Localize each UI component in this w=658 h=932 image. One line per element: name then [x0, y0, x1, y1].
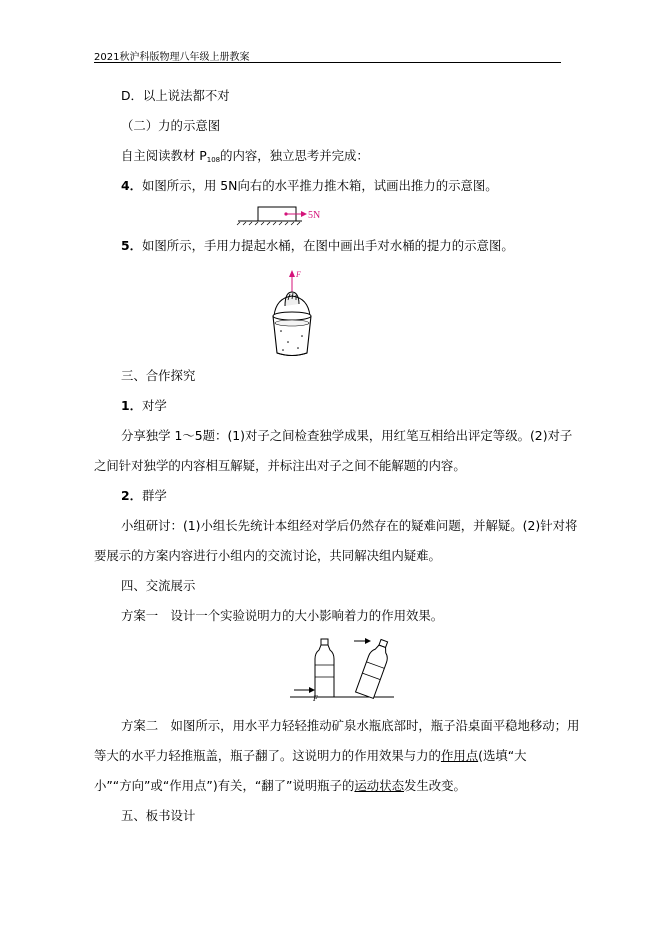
- question-5: 5．如图所示，手用力提起水桶，在图中画出手对水桶的提力的示意图。: [121, 238, 514, 253]
- page-header: 2021秋沪科版物理八年级上册教案: [94, 52, 250, 63]
- plan-1: 方案一 设计一个实验说明力的大小影响着力的作用效果。: [121, 608, 444, 623]
- group-study-line-2: 要展示的方案内容进行小组内的交流讨论，共同解决组内疑难。: [94, 548, 441, 563]
- answer-motion-state: 运动状态: [354, 778, 404, 793]
- plan-2-line-3: 小”“方向”或“作用点”)有关，“翻了”说明瓶子的运动状态发生改变。: [94, 778, 466, 793]
- bottle-figure: [290, 635, 396, 701]
- box-push-figure: [236, 200, 336, 226]
- section-title-force-diagram: （二）力的示意图: [121, 118, 221, 133]
- pair-study-title: 1．对学: [121, 398, 167, 413]
- option-d: D．以上说法都不对: [121, 88, 230, 103]
- reading-instruction: 自主阅读教材 $P_{108}$的内容，独立思考并完成：: [121, 148, 369, 164]
- box-force-label: 5N: [308, 210, 321, 221]
- pair-study-line-1: 分享独学 1～5题：(1)对子之间检查独学成果，用红笔互相给出评定等级。(2)对子: [121, 428, 573, 443]
- section-title-exchange: 四、交流展示: [121, 578, 196, 593]
- section-title-cooperation: 三、合作探究: [121, 368, 196, 383]
- pair-study-line-2: 之间针对独学的内容相互解疑，并标注出对子之间不能解题的内容。: [94, 458, 466, 473]
- answer-point-of-action: 作用点: [440, 748, 479, 763]
- section-title-board-design: 五、板书设计: [121, 808, 196, 823]
- plan-2-line-1: 方案二 如图所示，用水平力轻轻推动矿泉水瓶底部时，瓶子沿桌面平稳地移动；用: [121, 718, 580, 733]
- group-study-title: 2．群学: [121, 488, 167, 503]
- group-study-line-1: 小组研讨：(1)小组长先统计本组经对学后仍然存在的疑难问题，并解疑。(2)针对将: [121, 518, 578, 533]
- upright-bottle: [315, 639, 334, 697]
- question-4: 4．如图所示，用 5N向右的水平推力推木箱，试画出推力的示意图。: [121, 178, 498, 193]
- bottle-force-label: F: [313, 694, 318, 703]
- tipping-bottle: [356, 637, 394, 698]
- header-rule: [94, 62, 561, 63]
- bucket-figure: [268, 266, 328, 362]
- bucket-force-label: F: [296, 270, 301, 279]
- plan-2-line-2: 等大的水平力轻推瓶盖，瓶子翻了。这说明力的作用效果与力的作用点(选填“大: [94, 748, 527, 763]
